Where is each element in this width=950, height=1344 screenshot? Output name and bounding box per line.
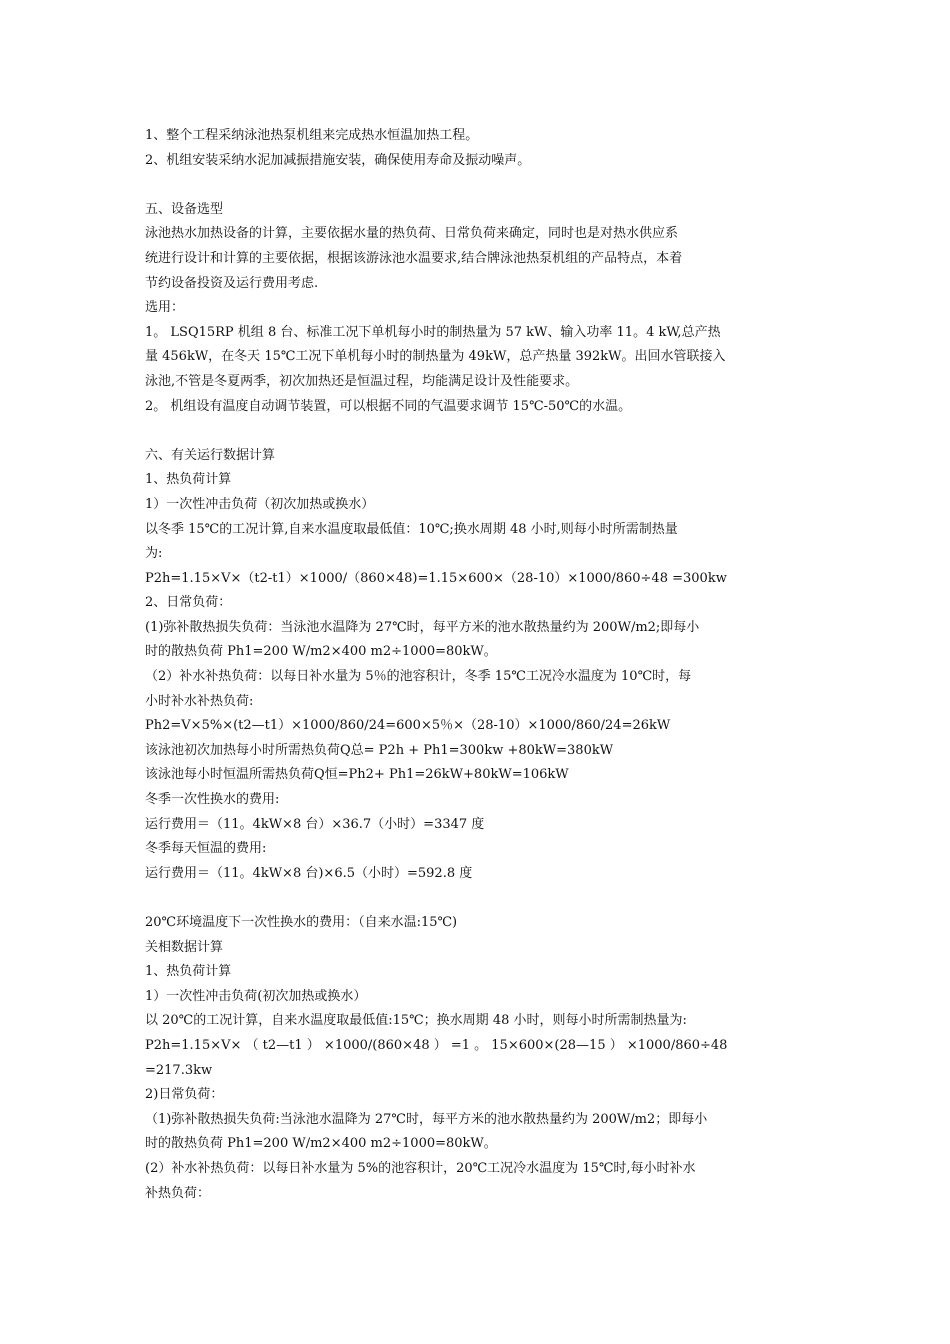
text-line: 小时补水补热负荷: — [145, 693, 254, 709]
text-line: 补热负荷： — [145, 1185, 211, 1201]
blank-line — [145, 173, 810, 198]
text-line: 冬季每天恒温的费用: — [145, 841, 267, 857]
text-line: 2。 机组设有温度自动调节装置，可以根据不同的气温要求调节 15℃-50℃的水温。 — [145, 398, 632, 414]
text-line: 泳池热水加热设备的计算，主要依据水量的热负荷、日常负荷来确定，同时也是对热水供应系 — [145, 226, 679, 242]
text-line: 运行费用＝（11。4kW×8 台）×36.7（小时）=3347 度 — [145, 816, 485, 832]
text-line: 五、设备选型 — [145, 201, 224, 217]
text-line: （1)弥补散热损失负荷:当泳池水温降为 27℃时，每平方米的池水散热量约为 200W/m2；即每小 — [145, 1111, 708, 1127]
text-line: 统进行设计和计算的主要依据，根据该游泳池水温要求,结合牌泳池热泵机组的产品特点，本着 — [145, 250, 683, 266]
text-line: 时的散热负荷 Ph1=200 W/m2×400 m2÷1000=80kW。 — [145, 644, 497, 660]
text-line: 以 20℃的工况计算，自来水温度取最低值:15℃；换水周期 48 小时，则每小时所需制热量为: — [145, 1013, 687, 1029]
text-line: 为: — [145, 546, 163, 562]
text-line: 1）一次性冲击负荷（初次加热或换水） — [145, 496, 375, 512]
text-line: 该泳池每小时恒温所需热负荷Q恒=Ph2+ Ph1=26kW+80kW=106kW — [145, 767, 569, 783]
text-line: 量 456kW，在冬天 15℃工况下单机每小时的制热量为 49kW，总产热量 392kW。出回水管联接入 — [145, 349, 726, 365]
text-line: =217.3kw — [145, 1062, 213, 1078]
text-line: 关相数据计算 — [145, 939, 224, 955]
text-line: P2h=1.15×V× （ t2—t1 ） ×1000/(860×48 ） =1 。 15×600×(28—15 ） ×1000/860÷48 — [145, 1037, 728, 1053]
text-line: 选用： — [145, 300, 185, 316]
text-line: 节约设备投资及运行费用考虑. — [145, 275, 319, 291]
text-line: 2)日常负荷： — [145, 1087, 224, 1103]
text-line: (1)弥补散热损失负荷：当泳池水温降为 27℃时，每平方米的池水散热量约为 200W/m2;即每小 — [145, 619, 700, 635]
document-body — [145, 124, 810, 1206]
text-line: 1。 LSQ15RP 机组 8 台、标准工况下单机每小时的制热量为 57 kW、输入功率 11。4 kW,总产热 — [145, 324, 721, 340]
text-line: 1、整个工程采纳泳池热泵机组来完成热水恒温加热工程。 — [145, 128, 479, 143]
text-line: 运行费用＝（11。4kW×8 台)×6.5（小时）=592.8 度 — [145, 865, 473, 881]
blank-line — [145, 886, 810, 911]
text-line: Ph2=V×5%×(t2—t1）×1000/860/24=600×5％×（28-10）×1000/860/24=26kW — [145, 718, 671, 734]
text-line: 冬季一次性换水的费用: — [145, 792, 280, 808]
text-line: 以冬季 15℃的工况计算,自来水温度取最低值：10℃;换水周期 48 小时,则每小时所需制热量 — [145, 521, 678, 537]
text-line: 1、热负荷计算 — [145, 964, 232, 980]
text-line: P2h=1.15×V×（t2-t1）×1000/（860×48)=1.15×600×（28-10）×1000/860÷48 =300kw — [145, 570, 727, 586]
text-line: 该泳池初次加热每小时所需热负荷Q总= P2h + Ph1=300kw +80kW=380kW — [145, 742, 614, 758]
text-line: 20℃环境温度下一次性换水的费用：（自来水温:15℃) — [145, 915, 458, 930]
text-line: 1）一次性冲击负荷(初次加热或换水） — [145, 988, 367, 1004]
text-line: 2、日常负荷： — [145, 595, 232, 611]
text-line: 2、机组安装采纳水泥加减振措施安装，确保使用寿命及振动噪声。 — [145, 152, 531, 168]
text-line: 六、有关运行数据计算 — [145, 447, 276, 463]
blank-line — [145, 419, 810, 444]
text-line: （2）补水补热负荷：以每日补水量为 5％的池容积计，冬季 15℃工况冷水温度为 10℃时，每 — [145, 669, 692, 685]
text-line: 泳池,不管是冬夏两季，初次加热还是恒温过程，均能满足设计及性能要求。 — [145, 373, 579, 389]
text-line: (2）补水补热负荷：以每日补水量为 5%的池容积计，20℃工况冷水温度为 15℃时,每小时补水 — [145, 1160, 696, 1176]
text-line: 时的散热负荷 Ph1=200 W/m2×400 m2÷1000=80kW。 — [145, 1136, 497, 1152]
text-line: 1、热负荷计算 — [145, 472, 232, 488]
